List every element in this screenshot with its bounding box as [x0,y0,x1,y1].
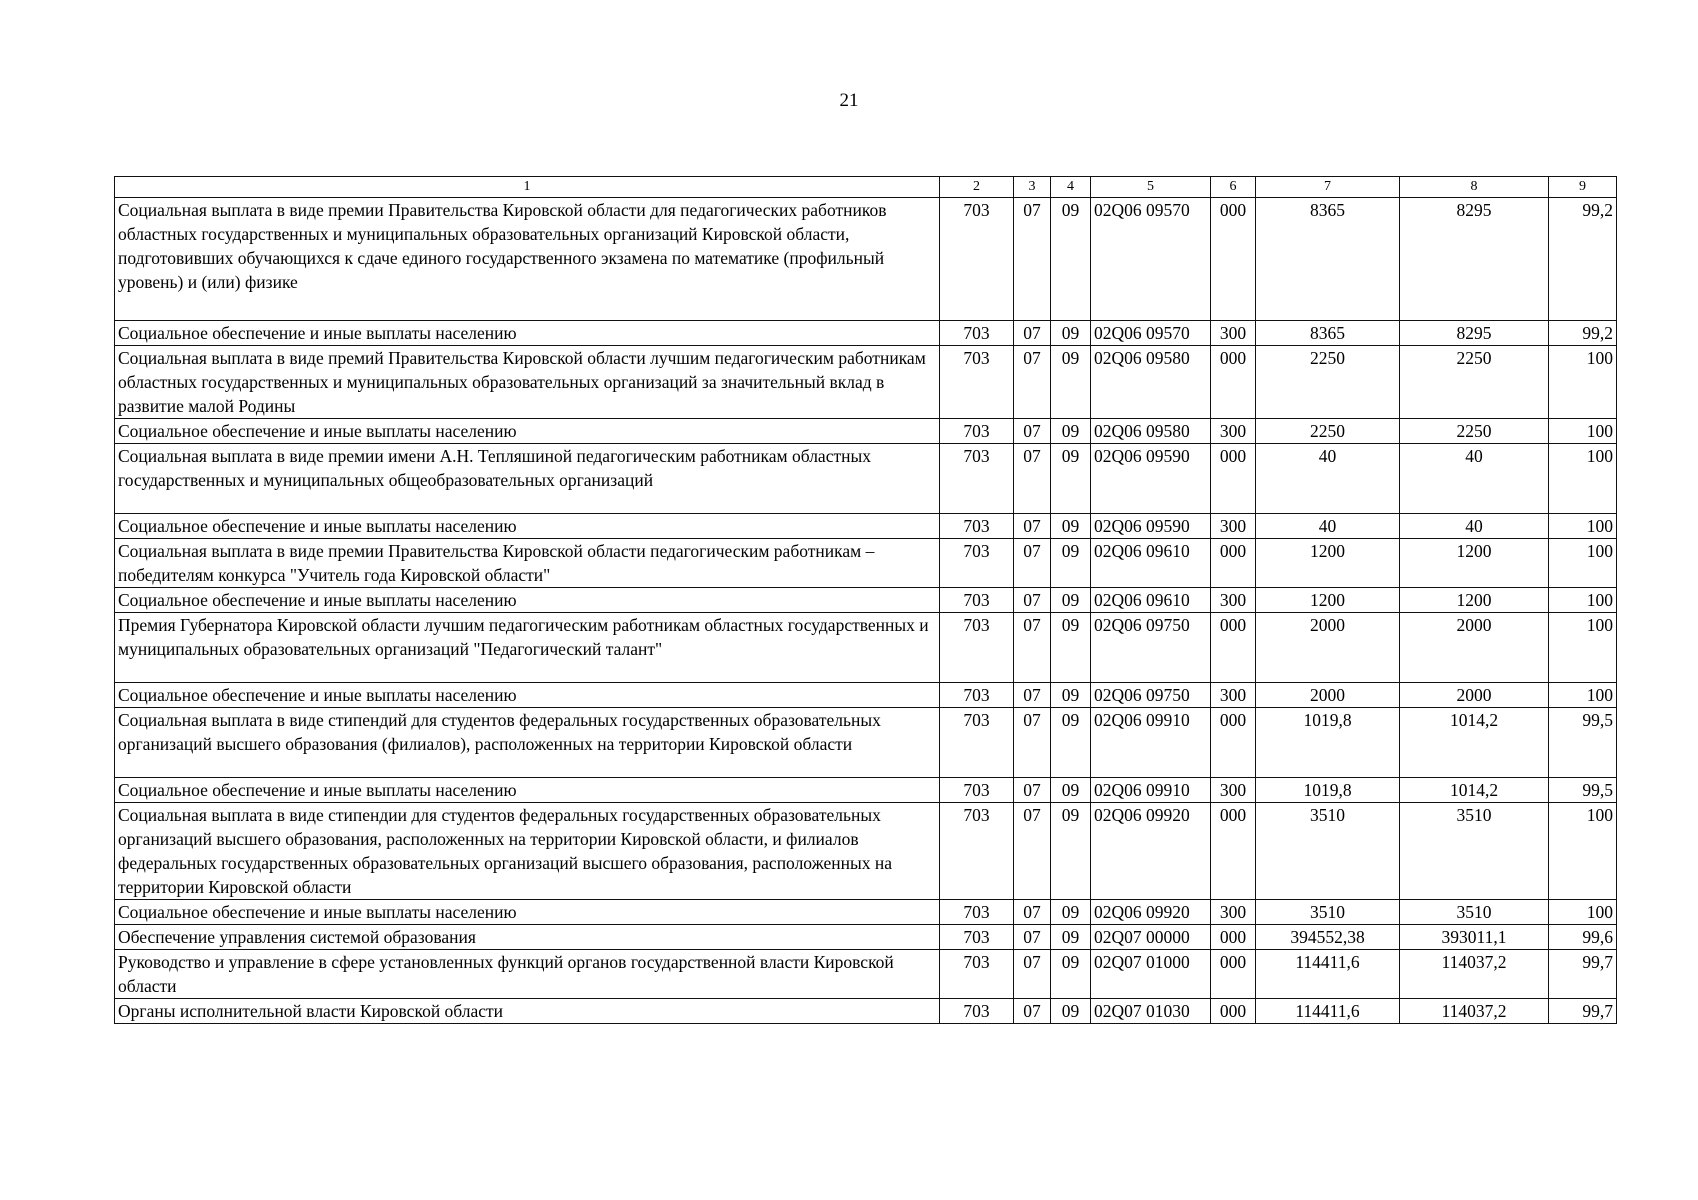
row-actual-value: 3510 [1400,900,1549,925]
row-target-code: 02Q06 09590 [1091,514,1211,539]
row-description: Социальное обеспечение и иные выплаты населению [115,514,940,539]
row-code-4: 09 [1051,321,1091,346]
row-description: Социальное обеспечение и иные выплаты населению [115,419,940,444]
row-code-4: 09 [1051,419,1091,444]
row-code-3: 07 [1014,588,1051,613]
row-target-code: 02Q06 09750 [1091,683,1211,708]
row-actual-value: 8295 [1400,321,1549,346]
row-percent: 99,6 [1549,925,1617,950]
row-description: Обеспечение управления системой образования [115,925,940,950]
row-target-code: 02Q06 09590 [1091,444,1211,514]
row-code-2: 703 [940,444,1014,514]
row-target-code: 02Q06 09580 [1091,346,1211,419]
row-target-code: 02Q06 09920 [1091,803,1211,900]
page-number: 21 [839,90,859,111]
row-actual-value: 2000 [1400,683,1549,708]
row-actual-value: 2250 [1400,419,1549,444]
row-code-2: 703 [940,900,1014,925]
row-target-code: 02Q06 09910 [1091,778,1211,803]
row-target-code: 02Q06 09920 [1091,900,1211,925]
row-code-3: 07 [1014,613,1051,683]
row-percent: 100 [1549,900,1617,925]
row-code-2: 703 [940,613,1014,683]
row-plan-value: 40 [1256,514,1400,539]
row-code-2: 703 [940,198,1014,321]
row-actual-value: 2250 [1400,346,1549,419]
row-code-4: 09 [1051,999,1091,1024]
row-code-3: 07 [1014,444,1051,514]
row-code-3: 07 [1014,419,1051,444]
row-code-3: 07 [1014,900,1051,925]
row-code-3: 07 [1014,778,1051,803]
row-code-2: 703 [940,999,1014,1024]
row-target-code: 02Q07 01000 [1091,950,1211,999]
table-row [115,514,1617,539]
row-code-4: 09 [1051,198,1091,321]
row-code-4: 09 [1051,683,1091,708]
table-row [115,588,1617,613]
row-expense-code: 000 [1211,198,1256,321]
row-expense-code: 000 [1211,613,1256,683]
col-header-6: 6 [1211,177,1256,198]
row-description: Руководство и управление в сфере установленных функций органов государственной власти Кировской области [115,950,940,999]
row-percent: 100 [1549,419,1617,444]
table-row [115,321,1617,346]
row-target-code: 02Q06 09570 [1091,198,1211,321]
row-code-3: 07 [1014,683,1051,708]
row-code-3: 07 [1014,198,1051,321]
row-expense-code: 300 [1211,683,1256,708]
row-description: Социальное обеспечение и иные выплаты населению [115,321,940,346]
row-expense-code: 300 [1211,321,1256,346]
row-code-2: 703 [940,514,1014,539]
row-plan-value: 1200 [1256,588,1400,613]
row-target-code: 02Q07 01030 [1091,999,1211,1024]
row-code-3: 07 [1014,999,1051,1024]
row-plan-value: 8365 [1256,198,1400,321]
row-plan-value: 2000 [1256,683,1400,708]
row-percent: 100 [1549,539,1617,588]
row-description: Социальное обеспечение и иные выплаты населению [115,588,940,613]
row-description: Социальное обеспечение и иные выплаты населению [115,778,940,803]
row-percent: 100 [1549,514,1617,539]
row-plan-value: 114411,6 [1256,950,1400,999]
row-expense-code: 000 [1211,346,1256,419]
row-code-3: 07 [1014,708,1051,778]
row-percent: 100 [1549,803,1617,900]
col-header-3: 3 [1014,177,1051,198]
row-percent: 100 [1549,346,1617,419]
row-expense-code: 300 [1211,588,1256,613]
table-row [115,708,1617,778]
row-expense-code: 000 [1211,708,1256,778]
row-plan-value: 2250 [1256,346,1400,419]
row-plan-value: 394552,38 [1256,925,1400,950]
row-code-4: 09 [1051,444,1091,514]
table-row [115,539,1617,588]
row-code-4: 09 [1051,803,1091,900]
col-header-7: 7 [1256,177,1400,198]
table-row [115,999,1617,1024]
row-code-2: 703 [940,588,1014,613]
row-target-code: 02Q07 00000 [1091,925,1211,950]
row-plan-value: 3510 [1256,803,1400,900]
row-expense-code: 000 [1211,999,1256,1024]
row-percent: 100 [1549,683,1617,708]
row-expense-code: 000 [1211,950,1256,999]
row-percent: 99,5 [1549,778,1617,803]
row-percent: 100 [1549,613,1617,683]
row-code-2: 703 [940,419,1014,444]
row-code-2: 703 [940,346,1014,419]
row-plan-value: 8365 [1256,321,1400,346]
row-expense-code: 000 [1211,925,1256,950]
row-target-code: 02Q06 09910 [1091,708,1211,778]
col-header-5: 5 [1091,177,1211,198]
table-header-row [115,177,1617,198]
row-percent: 99,2 [1549,321,1617,346]
table-row [115,346,1617,419]
row-description: Социальная выплата в виде стипендий для студентов федеральных государственных образовательных организаций высшего образования (филиалов), расположенных на территории Кировской области [115,708,940,778]
row-code-4: 09 [1051,925,1091,950]
row-code-2: 703 [940,321,1014,346]
row-code-3: 07 [1014,950,1051,999]
row-code-2: 703 [940,539,1014,588]
row-percent: 99,2 [1549,198,1617,321]
row-code-4: 09 [1051,588,1091,613]
row-target-code: 02Q06 09610 [1091,588,1211,613]
table-row [115,950,1617,999]
row-code-2: 703 [940,925,1014,950]
row-code-2: 703 [940,803,1014,900]
row-description: Социальная выплата в виде премий Правительства Кировской области лучшим педагогическим работникам областных государственных и муниципальных образовательных организаций за значительный вклад в развитие малой Родины [115,346,940,419]
col-header-9: 9 [1549,177,1617,198]
row-description: Социальная выплата в виде стипендии для студентов федеральных государственных образовательных организаций высшего образования, расположенных на территории Кировской области, и филиалов федеральных государственных образовательных организаций высшего образования, расположенных на территории Кировской области [115,803,940,900]
table-row [115,925,1617,950]
row-target-code: 02Q06 09570 [1091,321,1211,346]
row-description: Социальная выплата в виде премии Правительства Кировской области педагогическим работникам – победителям конкурса "Учитель года Кировской области" [115,539,940,588]
row-plan-value: 1019,8 [1256,708,1400,778]
table-row [115,444,1617,514]
row-expense-code: 300 [1211,514,1256,539]
row-target-code: 02Q06 09610 [1091,539,1211,588]
row-code-4: 09 [1051,708,1091,778]
row-actual-value: 393011,1 [1400,925,1549,950]
row-plan-value: 40 [1256,444,1400,514]
col-header-8: 8 [1400,177,1549,198]
table-row [115,419,1617,444]
row-plan-value: 1019,8 [1256,778,1400,803]
row-description: Социальное обеспечение и иные выплаты населению [115,900,940,925]
row-percent: 100 [1549,588,1617,613]
row-code-4: 09 [1051,900,1091,925]
row-plan-value: 1200 [1256,539,1400,588]
table-row [115,198,1617,321]
row-code-3: 07 [1014,925,1051,950]
row-plan-value: 2000 [1256,613,1400,683]
row-code-4: 09 [1051,778,1091,803]
row-actual-value: 1200 [1400,588,1549,613]
row-actual-value: 2000 [1400,613,1549,683]
col-header-2: 2 [940,177,1014,198]
row-expense-code: 000 [1211,803,1256,900]
row-code-2: 703 [940,950,1014,999]
row-actual-value: 40 [1400,444,1549,514]
row-expense-code: 000 [1211,444,1256,514]
row-expense-code: 300 [1211,900,1256,925]
row-description: Социальное обеспечение и иные выплаты населению [115,683,940,708]
row-code-4: 09 [1051,539,1091,588]
row-actual-value: 1014,2 [1400,708,1549,778]
row-actual-value: 1200 [1400,539,1549,588]
row-code-3: 07 [1014,346,1051,419]
budget-table [114,176,1617,1024]
row-code-2: 703 [940,778,1014,803]
row-code-3: 07 [1014,803,1051,900]
row-code-3: 07 [1014,321,1051,346]
row-percent: 99,5 [1549,708,1617,778]
row-description: Органы исполнительной власти Кировской области [115,999,940,1024]
row-percent: 100 [1549,444,1617,514]
row-expense-code: 000 [1211,539,1256,588]
row-percent: 99,7 [1549,950,1617,999]
row-expense-code: 300 [1211,419,1256,444]
row-plan-value: 114411,6 [1256,999,1400,1024]
table-row [115,613,1617,683]
row-code-4: 09 [1051,613,1091,683]
row-code-2: 703 [940,683,1014,708]
row-actual-value: 114037,2 [1400,999,1549,1024]
row-target-code: 02Q06 09750 [1091,613,1211,683]
row-description: Социальная выплата в виде премии имени А.Н. Тепляшиной педагогическим работникам областных государственных и муниципальных общеобразовательных организаций [115,444,940,514]
row-expense-code: 300 [1211,778,1256,803]
row-actual-value: 114037,2 [1400,950,1549,999]
row-plan-value: 3510 [1256,900,1400,925]
col-header-1: 1 [115,177,940,198]
row-actual-value: 3510 [1400,803,1549,900]
row-actual-value: 40 [1400,514,1549,539]
row-percent: 99,7 [1549,999,1617,1024]
row-code-4: 09 [1051,514,1091,539]
row-code-2: 703 [940,708,1014,778]
row-code-3: 07 [1014,514,1051,539]
row-actual-value: 1014,2 [1400,778,1549,803]
table-row [115,803,1617,900]
row-description: Социальная выплата в виде премии Правительства Кировской области для педагогических работников областных государственных и муниципальных образовательных организаций Кировской области, подготовивших обучающихся к сдаче единого государственного экзамена по математике (профильный уровень) и (или) физике [115,198,940,321]
table-row [115,900,1617,925]
table-row [115,683,1617,708]
table-row [115,778,1617,803]
row-description: Премия Губернатора Кировской области лучшим педагогическим работникам областных государственных и муниципальных образовательных организаций "Педагогический талант" [115,613,940,683]
row-code-3: 07 [1014,539,1051,588]
row-target-code: 02Q06 09580 [1091,419,1211,444]
row-plan-value: 2250 [1256,419,1400,444]
row-code-4: 09 [1051,346,1091,419]
col-header-4: 4 [1051,177,1091,198]
row-actual-value: 8295 [1400,198,1549,321]
row-code-4: 09 [1051,950,1091,999]
